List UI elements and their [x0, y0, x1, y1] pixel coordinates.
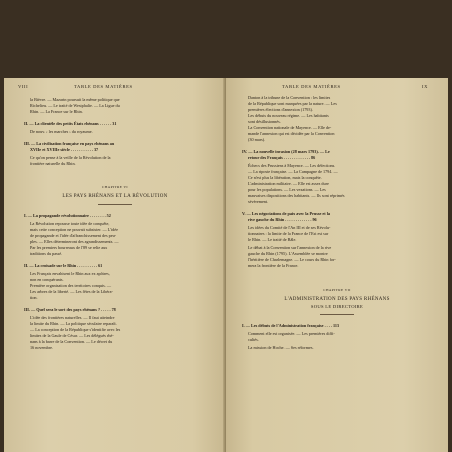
toc-line: mande l'annexion qui est décidée par la Convention	[248, 131, 335, 136]
toc-line: gauche du Rhin (1795). L'Assemblée se montre	[248, 251, 328, 256]
toc-line: l'héritière de Charlemagne. — Le cours du Rhin for-	[248, 257, 336, 262]
toc-line: ples. — Elles détermineront des agrandissements. —	[30, 239, 119, 244]
toc-entry-heading: II. — La croisade sur le Rhin . . . . . . . . . . 61	[24, 263, 103, 268]
left-page	[4, 78, 226, 452]
toc-line: premières élections d'annexion (1793).	[248, 107, 313, 112]
chapter-label: CHAPITRE VI	[101, 185, 129, 189]
toc-entry-heading: rive gauche du Rhin . . . . . . . . . . . . . 96	[248, 217, 317, 222]
toc-line: tionnaires : la limite de la France de l'Est est sur	[248, 231, 329, 236]
toc-line: la limite du Rhin. — La politique séculaire reparaît.	[30, 321, 117, 326]
toc-line: Échecs des Prussiens à Mayence. — Les défections.	[248, 163, 336, 168]
toc-line: sévèrement.	[248, 199, 269, 204]
toc-entry-heading: I. — Les débuts de l'Administration française . . . . 113	[242, 323, 340, 328]
toc-line: Les Français envahisent le Rhin aux ex apôtres,	[30, 271, 110, 276]
toc-line: mais cette conception ne pouvait subsister. — L'idée	[30, 227, 118, 232]
toc-line: La Convention nationale de Mayence. — Elle de-	[248, 125, 332, 130]
right-page-number: IX	[422, 84, 429, 89]
toc-line: La Révolution repousse toute idée de conquête,	[30, 221, 110, 226]
toc-line: Ce qu'on pense à la veille de la Révolution de la	[30, 155, 111, 160]
toc-line: Rhin. — La France sur le Rhin.	[30, 109, 83, 114]
toc-line: limites de la Gaule de César. — Les délégués rhé-	[30, 333, 114, 338]
toc-line: — La riposte française. — La Campagne de 1794. —	[248, 169, 338, 174]
toc-line: Première organisation des territoires conquis. —	[30, 283, 112, 288]
toc-line: nans à la barre de la Convention. — Le décret du	[30, 339, 113, 344]
toc-line: De nouv. ‹ les marches › du royaume.	[30, 129, 93, 134]
toc-line: L'administration militaire. — Elle est assez dure	[248, 181, 329, 186]
toc-line: Danton à la tribune de la Convention : les limites	[248, 95, 331, 100]
toc-entry-heading: I. — La propagande révolutionnaire . . . . . . . . 52	[24, 213, 111, 218]
toc-entry-heading: XVIIe et XVIIIe siècle . . . . . . . . . . . 37	[30, 147, 99, 152]
toc-entry-heading: V. — Les négociations de paix avec la Prusse et la	[242, 211, 330, 216]
toc-line: le Rhin. — Le traité de Bâle.	[248, 237, 297, 242]
chapter-rule	[98, 204, 132, 205]
toc-line: — La conception de la République s'identifie avec les	[30, 327, 121, 332]
toc-entry-heading: IV. — La nouvelle invasion (28 mars 1793). — Le	[242, 149, 330, 154]
toc-line: Le débat à la Convention sur l'annexion de la rive	[248, 245, 332, 250]
toc-line: frontière naturelle du Rhin.	[30, 161, 76, 166]
toc-line: sont désillusionnés.	[248, 119, 281, 124]
chapter-label: CHAPITRE VII	[323, 288, 351, 292]
toc-line: (30 mars).	[248, 137, 266, 142]
toc-line: 16 novembre.	[30, 345, 54, 350]
toc-entry-heading: III. — Quel sera le sort des pays rhénans ? . . . . . 78	[24, 307, 116, 312]
toc-line: cultés.	[248, 337, 259, 342]
right-page	[226, 78, 448, 452]
left-running-title: TABLE DES MATIÈRES	[74, 84, 133, 89]
toc-line: mauvaises dispositions des habitants. — Ils sont réprimés	[248, 193, 345, 198]
toc-line: non en conquérants.	[30, 277, 64, 282]
toc-line: Les idées du Comité de l'An III et de ses Révolu-	[248, 225, 331, 230]
toc-line: Les arbres de la liberté. — Les fêtes de la Libéra-	[30, 289, 113, 294]
toc-line: de propagande et l'idée d'affranchissement des peu-	[30, 233, 117, 238]
toc-entry-heading: retour des Français . . . . . . . . . . . . . 86	[248, 155, 316, 160]
toc-line: de la République sont marquées par la nature. — Les	[248, 101, 337, 106]
toc-line: Comment elle est organisée. — Les premières diffi-	[248, 331, 335, 336]
toc-line: Les débuts du nouveau régime. — Les habitants	[248, 113, 329, 118]
chapter-subtitle: SOUS LE DIRECTOIRE	[310, 304, 364, 309]
toc-line: Richelieu. — Le traité de Westphalie. — La Ligue du	[30, 103, 120, 108]
left-page-number: VIII	[18, 84, 29, 89]
toc-entry-heading: III. — La civilisation française en pays rhénans au	[24, 141, 115, 146]
toc-entry-heading: II. — La clientèle des petits États rhénans . . . . . . 31	[24, 121, 117, 126]
toc-line: L'idée des frontières naturelles. — Il faut atteindre	[30, 315, 115, 320]
right-running-title: TABLE DES MATIÈRES	[282, 84, 341, 89]
toc-line: mera la frontière de la France.	[248, 263, 299, 268]
toc-line: traditions du passé.	[30, 251, 63, 256]
toc-line: Par les premiers bourreaux de l'89 se relie aux	[30, 245, 108, 250]
toc-line: pour les populations. — Les vexations. — Les	[248, 187, 326, 192]
toc-line: la Bièvre. — Mazarin poursuit la même politique que	[30, 97, 120, 102]
toc-line: tion.	[30, 295, 38, 300]
open-book	[4, 78, 448, 452]
toc-line: La mission de Hoche. — Ses réformes.	[248, 345, 314, 350]
chapter-title: L'ADMINISTRATION DES PAYS RHÉNANS	[284, 297, 390, 302]
toc-line: Ce n'est plus la libération, mais la conquête.	[248, 175, 322, 180]
chapter-title: LES PAYS RHÉNANS ET LA RÉVOLUTION	[62, 194, 168, 199]
chapter-rule	[320, 314, 354, 315]
